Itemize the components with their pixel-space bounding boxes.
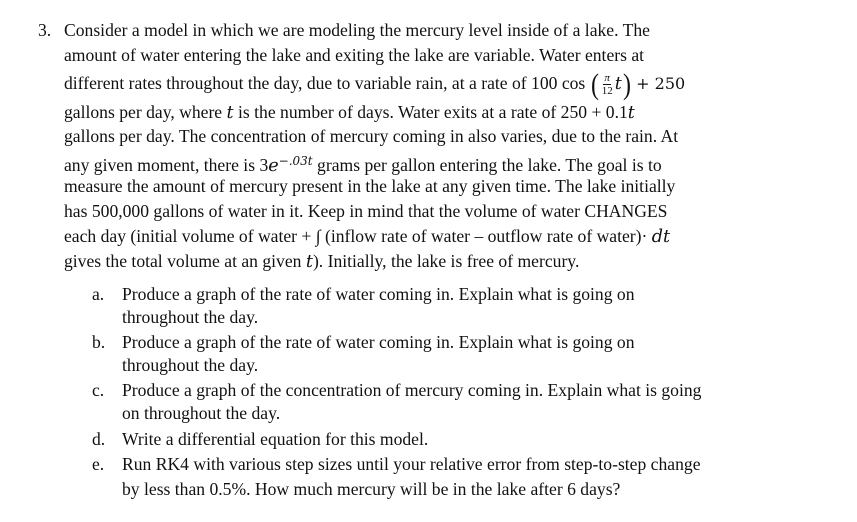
variable-t: t — [614, 74, 622, 94]
inflow-rate-text: different rates throughout the day, due to variable rain, at a rate of 100 cos — [64, 73, 586, 93]
left-paren: ( — [590, 67, 599, 101]
subpart-b-continued: throughout the day. — [122, 355, 259, 375]
text-segment: any given moment, there is 3 — [64, 155, 269, 175]
text-segment: ). Initially, the lake is free of mercury. — [312, 251, 580, 271]
subpart-text: Produce a graph of the rate of water coming in. Explain what is going on — [122, 332, 635, 352]
subpart-text: Produce a graph of the rate of water coming in. Explain what is going on — [122, 284, 635, 304]
pi-over-12-fraction — [601, 72, 614, 97]
subpart-label: e. — [92, 454, 105, 474]
problem-text-line-4 — [64, 100, 635, 125]
subpart-text: Produce a graph of the concentration of mercury coming in. Explain what is going — [122, 380, 702, 400]
text-segment: grams per gallon entering the lake. The goal is to — [317, 155, 662, 175]
subpart-text: Write a differential equation for this model. — [122, 429, 429, 449]
variable-t: t — [226, 103, 234, 123]
text-segment: gives the total volume at an given — [64, 251, 302, 271]
inflow-constant: + 250 — [636, 74, 686, 93]
fraction-denominator: 12 — [601, 85, 613, 98]
problem-text-line-3 — [64, 67, 686, 101]
problem-text-line-7: measure the amount of mercury present in the lake at any given time. The lake initially — [64, 176, 676, 196]
fraction-numerator: π — [604, 72, 610, 85]
variable-t: t — [305, 252, 313, 272]
text-segment: gallons per day, where — [64, 102, 223, 122]
problem-text-line-9 — [64, 224, 670, 249]
exponent: −.03t — [278, 154, 313, 168]
subpart-a — [92, 282, 635, 306]
problem-text-line-8: has 500,000 gallons of water in it. Keep in mind that the volume of water CHANGES — [64, 201, 668, 221]
subpart-label: c. — [92, 380, 105, 400]
differential-dt: dt — [651, 227, 671, 247]
subpart-c-continued: on throughout the day. — [122, 403, 281, 423]
subpart-a-continued: throughout the day. — [122, 307, 259, 327]
right-paren: ) — [622, 67, 631, 101]
variable-t: t — [627, 103, 635, 123]
problem-number: 3. — [38, 20, 52, 40]
outflow-rate-text: is the number of days. Water exits at a rate of 250 + 0.1 — [238, 102, 628, 122]
problem-text-line-10 — [64, 249, 579, 274]
subpart-text: Run RK4 with various step sizes until your relative error from step-to-step change — [122, 454, 701, 474]
problem-text-line-5: gallons per day. The concentration of mercury coming in also varies, due to the rain. At — [64, 126, 679, 146]
subpart-label: a. — [92, 284, 105, 304]
problem-text-line-2: amount of water entering the lake and exiting the lake are variable. Water enters at — [64, 45, 645, 65]
subpart-label: d. — [92, 429, 106, 449]
subpart-e — [92, 452, 701, 476]
subpart-b — [92, 330, 635, 354]
subpart-d — [92, 427, 428, 451]
subpart-label: b. — [92, 332, 106, 352]
subpart-e-continued: by less than 0.5%. How much mercury will be in the lake after 6 days? — [122, 479, 621, 499]
problem-text-line-1: Consider a model in which we are modeling the mercury level inside of a lake. The — [64, 20, 650, 40]
text-segment: each day (initial volume of water + ∫ (inflow rate of water – outflow rate of water)· — [64, 226, 648, 246]
euler-e: e — [268, 156, 279, 176]
subpart-c — [92, 378, 701, 402]
